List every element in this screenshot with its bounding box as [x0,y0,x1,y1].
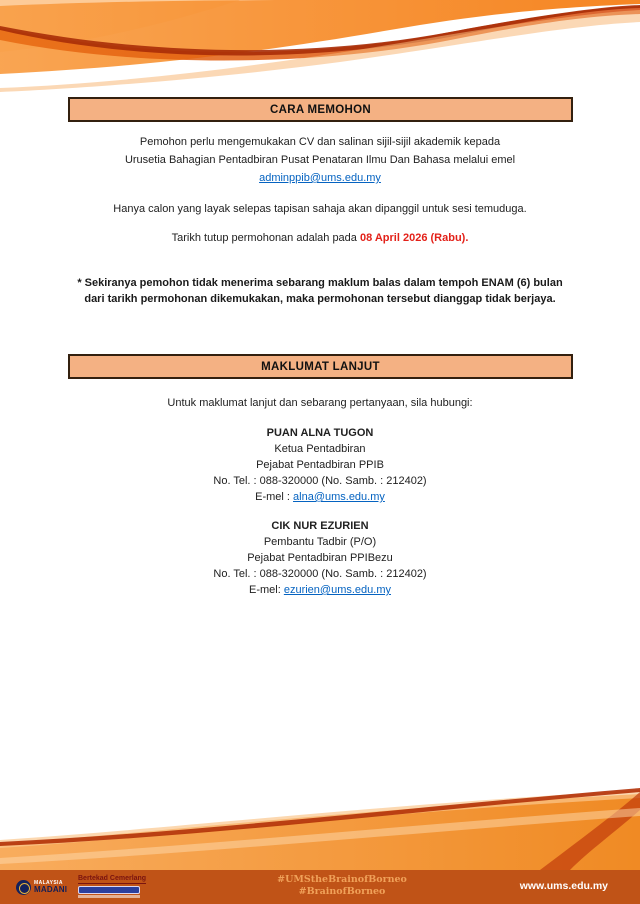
contact-name: PUAN ALNA TUGON [266,427,374,439]
paragraph-contact-intro [0,394,640,412]
shortlist-text: Hanya calon yang layak selepas tapisan sahaja akan dipanggil untuk sesi temuduga. [113,203,527,215]
bertekad-cemerlang-logo [78,875,150,898]
bertekad-text: Bertekad Cemerlang [78,875,147,882]
email-label: E-mel : [255,491,290,503]
contact-role: Pembantu Tadbir (P/O) [263,536,377,548]
apply-line-1: Pemohon perlu mengemukakan CV dan salinan sijil-sijil akademik kepada [139,136,501,148]
madani-emblem-icon [16,880,31,895]
malaysia-madani-logo [16,875,74,899]
hashtag-brain-of-borneo: #BrainofBorneo [298,886,386,897]
paragraph-disclaimer-note [70,276,570,307]
madani-line2: MADANI [34,884,68,894]
hashtag-ums-brain-of-borneo: #UMStheBrainofBorneo [277,874,407,885]
admin-email-link[interactable]: adminppib@ums.edu.my [259,172,381,184]
section-title: MAKLUMAT LANJUT [261,360,380,373]
contact-role: Ketua Pentadbiran [274,443,366,455]
madani-logo-text [34,881,67,894]
paragraph-shortlist-note [0,200,640,218]
top-swoosh-decoration [0,0,640,95]
section-header-maklumat-lanjut [68,354,573,379]
madani-line1: MALAYSIA [34,879,63,886]
deadline-date: 08 April 2026 (Rabu). [359,232,469,244]
contact-card-ezurien [0,518,640,598]
contact-email-link[interactable]: alna@ums.edu.my [293,491,385,503]
footer-bar [0,870,640,904]
footer-website-link[interactable]: www.ums.edu.my [519,880,608,892]
section-header-cara-memohon [68,97,573,122]
bottom-swoosh-decoration [0,780,640,870]
contact-name: CIK NUR EZURIEN [271,520,369,532]
bertekad-badge-icon [78,886,140,894]
contact-email-line [0,489,640,505]
footer-hashtags [242,874,442,898]
bertekad-strip [78,895,140,898]
contact-email-link[interactable]: ezurien@ums.edu.my [283,584,391,596]
contact-phone: No. Tel. : 088-320000 (No. Samb. : 212402) [213,475,427,487]
apply-line-2: Urusetia Bahagian Pentadbiran Pusat Penataran Ilmu Dan Bahasa melalui emel [124,154,516,166]
section-title: CARA MEMOHON [270,103,371,116]
contact-card-alna [0,425,640,505]
paragraph-apply-instructions [0,133,640,187]
contact-phone: No. Tel. : 088-320000 (No. Samb. : 212402) [213,568,427,580]
deadline-prefix: Tarikh tutup permohonan adalah pada [171,232,357,244]
contact-email-line [0,582,640,598]
contact-office: Pejabat Pentadbiran PPIB [256,459,384,471]
paragraph-deadline [0,229,640,247]
disclaimer-text: * Sekiranya pemohon tidak menerima sebarang maklum balas dalam tempoh ENAM (6) bulan dari tarikh permohonan dikemukakan, maka permohonan tersebut dianggap tidak berjaya. [77,277,563,305]
email-label: E-mel: [249,584,281,596]
contact-intro-text: Untuk maklumat lanjut dan sebarang pertanyaan, sila hubungi: [167,397,473,409]
contact-office: Pejabat Pentadbiran PPIBezu [247,552,393,564]
